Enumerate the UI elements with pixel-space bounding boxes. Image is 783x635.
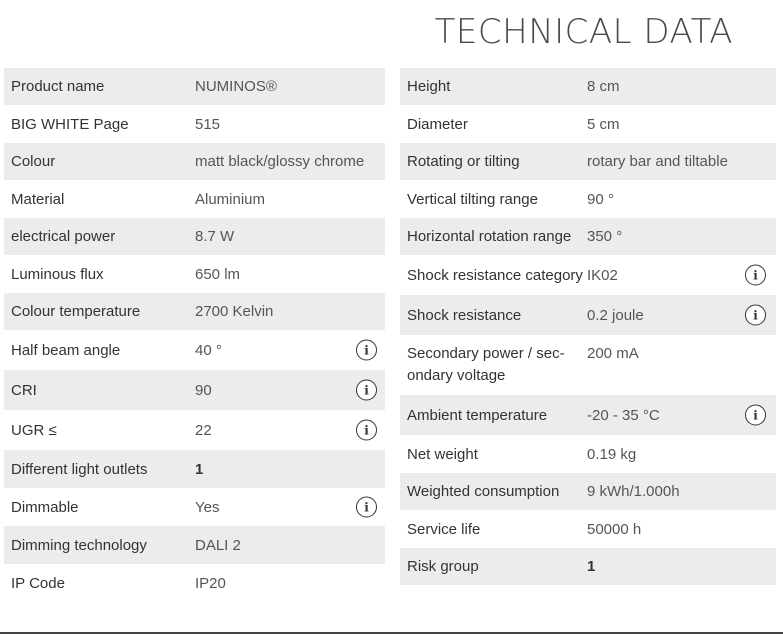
spec-row-ambient-temperature	[400, 395, 776, 435]
spec-row-diameter	[400, 105, 776, 143]
info-icon[interactable]: i	[356, 420, 377, 441]
info-icon[interactable]: i	[745, 265, 766, 286]
spec-label: Rotating or tilting	[407, 153, 520, 170]
spec-row-different-light-outlets	[4, 450, 385, 488]
spec-value: 200 mA	[587, 345, 639, 362]
right-spec-table	[400, 68, 776, 585]
spec-label: IP Code	[11, 574, 65, 592]
spec-label: Luminous flux	[11, 265, 104, 283]
info-icon[interactable]: i	[745, 305, 766, 326]
spec-row-risk-group	[400, 548, 776, 585]
spec-label: Half beam angle	[11, 341, 121, 359]
spec-row-height	[400, 68, 776, 105]
spec-label: Net weight	[407, 445, 478, 463]
spec-value: rotary bar and tiltable	[587, 153, 728, 170]
bottom-divider	[0, 632, 783, 634]
spec-row-shock-resistance-category	[400, 255, 776, 295]
spec-label: Material	[11, 190, 65, 208]
spec-value: Yes	[195, 498, 220, 516]
spec-value: IK02	[587, 266, 618, 284]
spec-label: Colour	[11, 153, 56, 170]
spec-label: Dimmable	[11, 498, 79, 516]
spec-value: DALI 2	[195, 536, 241, 554]
spec-row-dimming-technology	[4, 526, 385, 564]
spec-value: 5 cm	[587, 115, 620, 133]
spec-value: 90 °	[587, 190, 614, 208]
info-icon[interactable]: i	[356, 380, 377, 401]
spec-value: 515	[195, 115, 221, 133]
spec-row-shock-resistance	[400, 295, 776, 335]
spec-value: 0.2 joule	[587, 306, 644, 324]
info-icon[interactable]: i	[745, 405, 766, 426]
info-icon[interactable]: i	[356, 340, 377, 361]
spec-label: UGR ≤	[11, 421, 57, 439]
spec-row-material	[4, 180, 385, 218]
spec-label: Secondary power / sec-ondary voltage	[407, 345, 565, 384]
spec-row-product-name	[4, 68, 385, 105]
spec-label: Height	[407, 78, 451, 95]
spec-value: 8.7 W	[195, 228, 235, 245]
spec-label: Shock resistance category	[407, 266, 583, 284]
spec-label: Horizontal rotation range	[407, 228, 572, 245]
spec-label: Shock resistance	[407, 306, 522, 324]
info-icon[interactable]: i	[356, 497, 377, 518]
spec-value: -20 - 35 °C	[587, 406, 660, 424]
spec-row-weighted-consumption	[400, 473, 776, 510]
spec-row-net-weight	[400, 435, 776, 473]
spec-value: matt black/glossy chrome	[195, 153, 365, 170]
spec-value: NUMINOS®	[195, 78, 277, 95]
spec-value: 650 lm	[195, 265, 241, 283]
spec-label: Dimming technology	[11, 536, 147, 554]
spec-label: Service life	[407, 520, 481, 538]
spec-row-half-beam-angle	[4, 330, 385, 370]
spec-label: Weighted consumption	[407, 483, 560, 500]
spec-row-electrical-power	[4, 218, 385, 255]
spec-value: 1	[587, 558, 596, 575]
spec-label: Colour temperature	[11, 303, 141, 320]
spec-row-colour	[4, 143, 385, 180]
spec-row-big-white-page	[4, 105, 385, 143]
spec-value: 9 kWh/1.000h	[587, 483, 680, 500]
spec-value: 350 °	[587, 228, 623, 245]
spec-value: 22	[195, 421, 212, 439]
spec-row-vertical-tilting-range	[400, 180, 776, 218]
spec-row-ugr	[4, 410, 385, 450]
spec-row-colour-temperature	[4, 293, 385, 330]
spec-value: IP20	[195, 574, 226, 592]
spec-label: Risk group	[407, 558, 479, 575]
spec-row-horizontal-rotation-range	[400, 218, 776, 255]
spec-value: 0.19 kg	[587, 445, 637, 463]
spec-row-service-life	[400, 510, 776, 548]
spec-value: Aluminium	[195, 190, 266, 208]
spec-label: Product name	[11, 78, 105, 95]
spec-label: BIG WHITE Page	[11, 115, 129, 133]
spec-value: 2700 Kelvin	[195, 303, 274, 320]
left-spec-table	[4, 68, 385, 602]
spec-label: electrical power	[11, 228, 116, 245]
spec-row-luminous-flux	[4, 255, 385, 293]
spec-value: 90	[195, 381, 212, 399]
spec-label: Diameter	[407, 115, 468, 133]
spec-value: 50000 h	[587, 520, 642, 538]
spec-value: 8 cm	[587, 78, 620, 95]
spec-label: CRI	[11, 381, 37, 399]
spec-label: Ambient temperature	[407, 406, 548, 424]
spec-row-dimmable	[4, 488, 385, 526]
spec-label: Vertical tilting range	[407, 190, 538, 208]
spec-row-cri	[4, 370, 385, 410]
spec-row-ip-code	[4, 564, 385, 602]
spec-value: 40 °	[195, 341, 222, 359]
spec-value: 1	[195, 460, 204, 478]
spec-row-rotating-or-tilting	[400, 143, 776, 180]
page-title: TECHNICAL DATA	[434, 12, 733, 52]
spec-label: Different light outlets	[11, 460, 148, 478]
spec-row-secondary-power	[400, 335, 776, 395]
